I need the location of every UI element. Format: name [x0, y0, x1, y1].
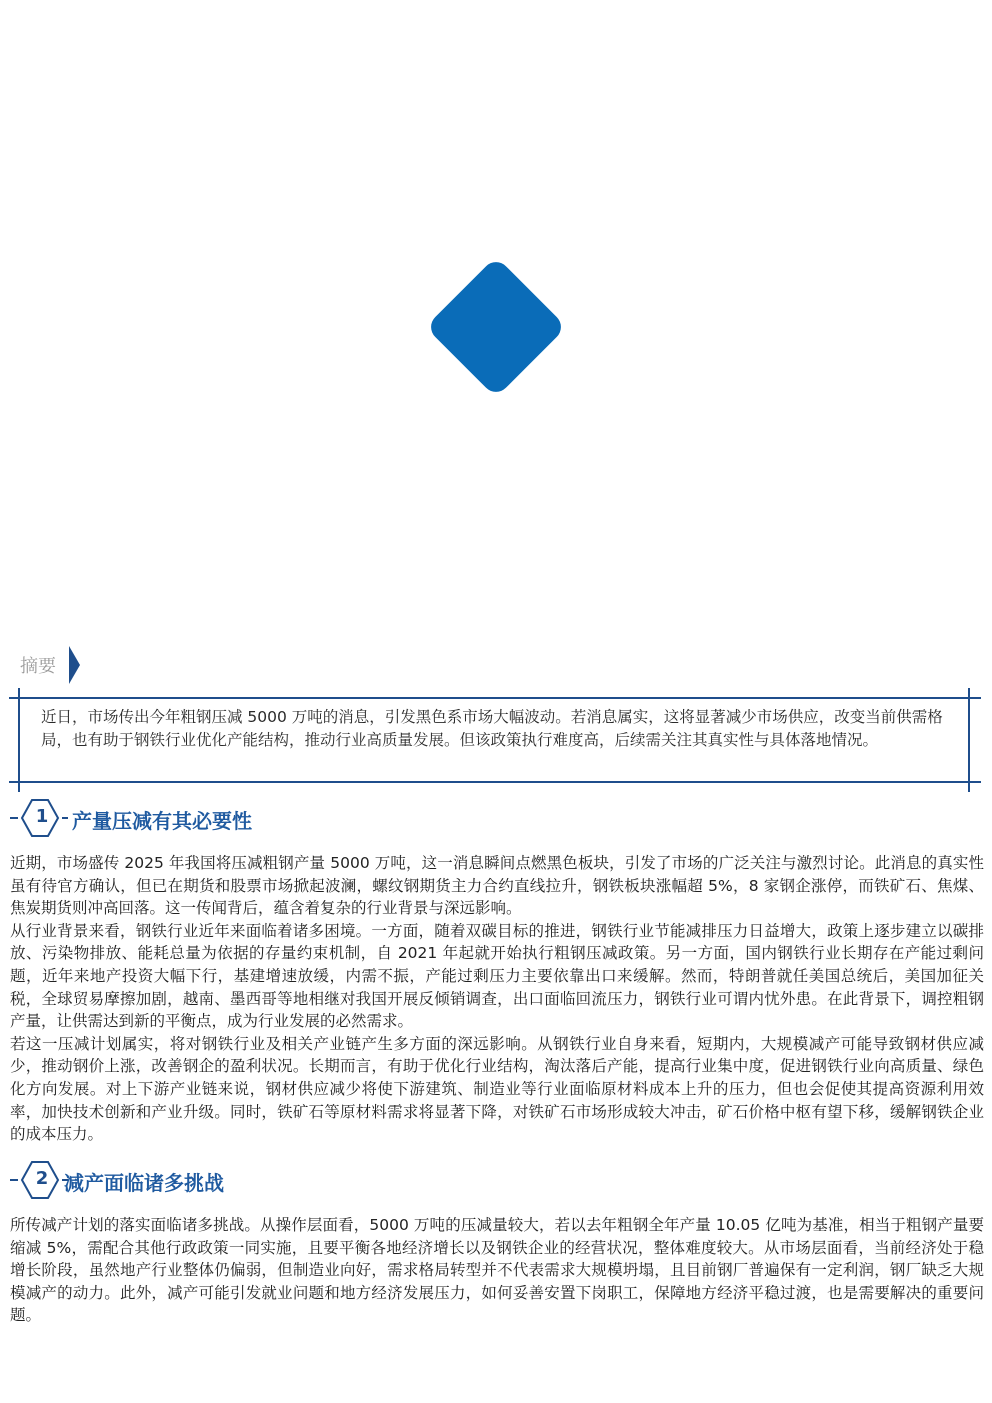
section-body: [10, 1214, 984, 1327]
section-title: 产量压减有其必要性: [72, 809, 252, 833]
abstract-frame-right: [968, 688, 970, 792]
abstract-frame-left: [18, 688, 20, 792]
paragraph: 从行业背景来看，钢铁行业近年来面临着诸多困境。一方面，随着双碳目标的推进，钢铁行业节能减排压力日益增大，政策上逐步建立以碳排放、污染物排放、能耗总量为依据的存量约束机制，自 2021 年起就开始执行粗钢压减政策。另一方面，国内钢铁行业长期存在产能过剩问题，近年来地产投资大幅下行，基建增速放缓，内需不振，产能过剩压力主要依靠出口来缓解。然而，特朗普就任美国总统后，美国加征关税，全球贸易摩擦加剧，越南、墨西哥等地相继对我国开展反倾销调查，出口面临回流压力，钢铁行业可谓内忧外患。在此背景下，调控粗钢产量，让供需达到新的平衡点，成为行业发展的必然需求。: [10, 921, 984, 1031]
section-number: 1: [35, 806, 49, 827]
abstract-text: 近日，市场传出今年粗钢压减 5000 万吨的消息，引发黑色系市场大幅波动。若消息属实，这将显著减少市场供应，改变当前供需格局，也有助于钢铁行业优化产能结构，推动行业高质量发展。但该政策执行难度高，后续需关注其真实性与具体落地情况。: [41, 708, 943, 749]
section-body: [10, 852, 984, 1146]
abstract-frame-bottom: [9, 781, 981, 783]
section-number: 2: [35, 1168, 49, 1189]
paragraph: 若这一压减计划属实，将对钢铁行业及相关产业链产生多方面的深远影响。从钢铁行业自身来看，短期内，大规模减产可能导致钢材供应减少，推动钢价上涨，改善钢企的盈利状况。长期而言，有助于优化行业结构，淘汰落后产能，提高行业集中度，促进钢铁行业向高质量、绿色化方向发展。对上下游产业链来说，钢材供应减少将使下游建筑、制造业等行业面临原材料成本上升的压力，但也会促使其提高资源利用效率，加快技术创新和产业升级。同时，铁矿石等原材料需求将显著下降，对铁矿石市场形成较大冲击，矿石价格中枢有望下移，缓解钢铁企业的成本压力。: [10, 1034, 984, 1144]
abstract-frame-top: [9, 697, 981, 699]
paragraph: 所传减产计划的落实面临诸多挑战。从操作层面看，5000 万吨的压减量较大，若以去年粗钢全年产量 10.05 亿吨为基准，相当于粗钢产量要缩减 5%，需配合其他行政政策一同实施，且要平衡各地经济增长以及钢铁企业的经营状况，整体难度较大。从市场层面看，当前经济处于稳增长阶段，虽然地产行业整体仍偏弱，但制造业向好，需求格局转型并不代表需求大规模坍塌，且目前钢厂普遍保有一定利润，钢厂缺乏大规模减产的动力。此外，减产可能引发就业问题和地方经济发展压力，如何妥善安置下岗职工，保障地方经济平稳过渡，也是需要解决的重要问题。: [10, 1216, 984, 1325]
chevron-right-icon: [69, 646, 80, 684]
abstract-label: 摘要: [20, 656, 56, 677]
section-title: 减产面临诸多挑战: [64, 1171, 224, 1195]
blue-diamond-logo-icon: [425, 256, 567, 398]
paragraph: 近期，市场盛传 2025 年我国将压减粗钢产量 5000 万吨，这一消息瞬间点燃黑色板块，引发了市场的广泛关注与激烈讨论。此消息的真实性虽有待官方确认，但已在期货和股票市场掀起波澜，螺纹钢期货主力合约直线拉升，钢铁板块涨幅超 5%，8 家钢企涨停，而铁矿石、焦煤、焦炭期货则冲高回落。这一传闻背后，蕴含着复杂的行业背景与深远影响。: [10, 854, 984, 918]
